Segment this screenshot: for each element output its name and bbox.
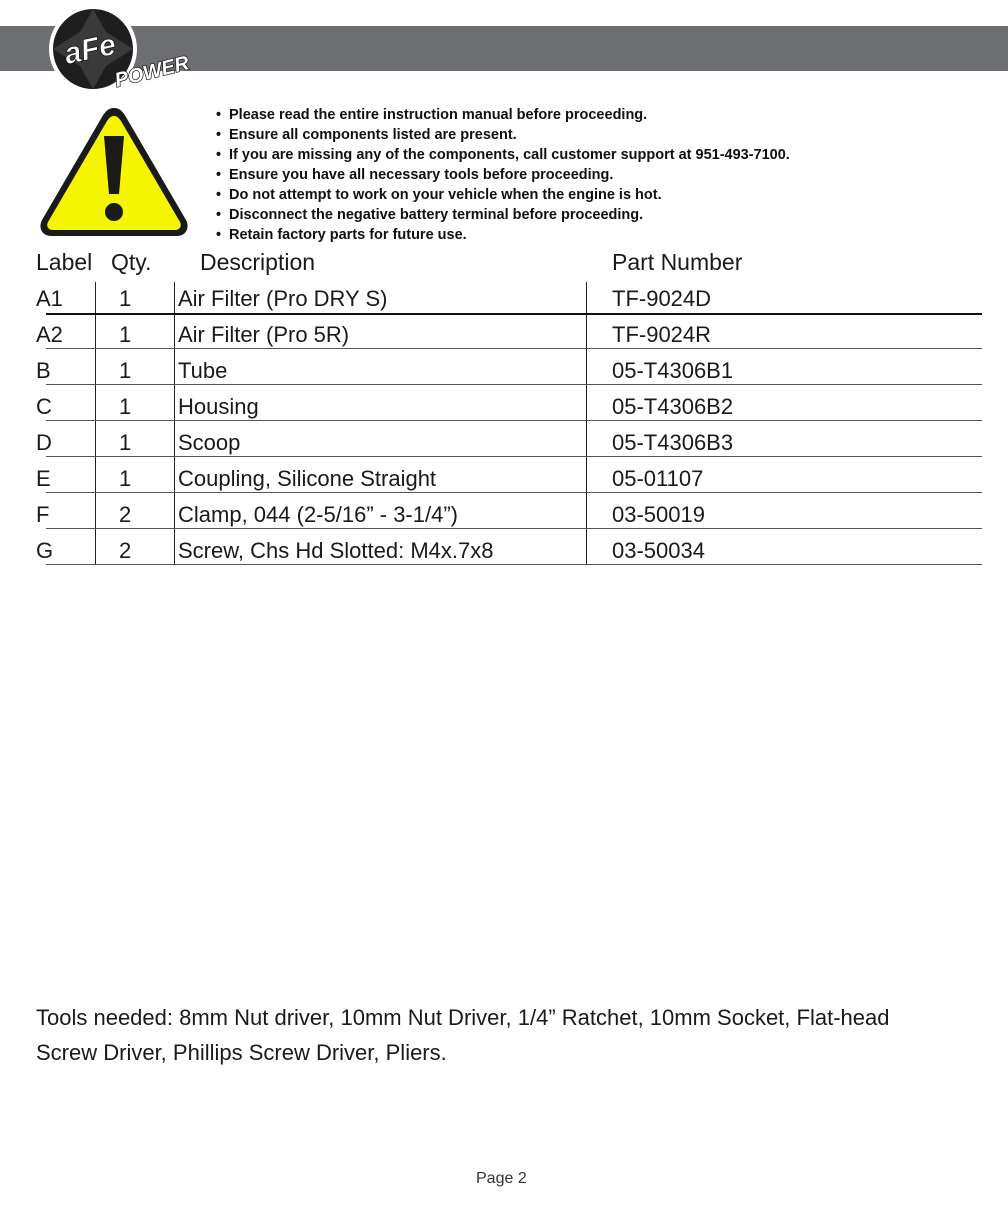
cell-description: Screw, Chs Hd Slotted: M4x.7x8 (178, 538, 494, 563)
bullet: • (216, 187, 222, 203)
page-number: Page 2 (476, 1170, 527, 1187)
warning-item-text: Ensure all components listed are present. (229, 127, 517, 143)
cell-description: Scoop (178, 430, 241, 455)
warning-item-text: Do not attempt to work on your vehicle when the engine is hot. (229, 187, 662, 203)
cell-label: E (36, 466, 51, 491)
column-divider (586, 282, 587, 565)
bullet: • (216, 227, 222, 243)
afe-power-logo (46, 2, 196, 96)
row-divider (46, 313, 982, 315)
logo-text-main: aFe (61, 28, 119, 72)
cell-label: F (36, 502, 50, 527)
cell-part-number: 03-50034 (612, 538, 705, 563)
bullet: • (216, 107, 222, 123)
cell-qty: 2 (119, 538, 132, 563)
bullet: • (216, 147, 222, 163)
warning-item (216, 105, 790, 125)
cell-qty: 1 (119, 358, 132, 383)
cell-description: Housing (178, 394, 259, 419)
logo-text-sub: POWER (112, 52, 192, 92)
cell-part-number: TF-9024D (612, 286, 712, 311)
row-divider (46, 384, 982, 385)
row-divider (46, 420, 982, 421)
header-part-number: Part Number (612, 249, 743, 275)
header-qty: Qty. (111, 249, 152, 275)
warning-item (216, 225, 790, 245)
row-divider (46, 528, 982, 529)
cell-part-number: 05-T4306B2 (612, 394, 734, 419)
bullet: • (216, 207, 222, 223)
cell-description: Air Filter (Pro DRY S) (178, 286, 388, 311)
cell-label: A2 (36, 322, 63, 347)
warning-item-text: Disconnect the negative battery terminal before proceeding. (229, 207, 644, 223)
warning-item-text: If you are missing any of the components, call customer support at 951-493-7100. (229, 147, 790, 163)
warning-item-text: Retain factory parts for future use. (229, 227, 467, 243)
cell-part-number: TF-9024R (612, 322, 712, 347)
cell-description: Tube (178, 358, 228, 383)
warning-item-text: Ensure you have all necessary tools before proceeding. (229, 167, 614, 183)
cell-label: D (36, 430, 52, 455)
warning-list (216, 105, 790, 245)
header-description: Description (200, 249, 316, 275)
cell-description: Coupling, Silicone Straight (178, 466, 437, 491)
cell-qty: 1 (119, 322, 132, 347)
bullet: • (216, 167, 222, 183)
cell-description: Clamp, 044 (2-5/16” - 3-1/4”) (178, 502, 458, 527)
cell-part-number: 05-01107 (612, 466, 704, 491)
warning-item (216, 165, 790, 185)
cell-qty: 1 (119, 394, 132, 419)
warning-item (216, 185, 790, 205)
cell-part-number: 05-T4306B1 (612, 358, 734, 383)
cell-qty: 1 (119, 430, 132, 455)
cell-qty: 2 (119, 502, 132, 527)
warning-item (216, 145, 790, 165)
row-divider (46, 492, 982, 493)
cell-qty: 1 (119, 466, 132, 491)
row-divider (46, 348, 982, 349)
cell-label: G (36, 538, 54, 563)
column-divider (95, 282, 96, 565)
cell-label: A1 (36, 286, 63, 311)
cell-part-number: 05-T4306B3 (612, 430, 734, 455)
row-divider (46, 456, 982, 457)
cell-label: B (36, 358, 51, 383)
cell-qty: 1 (119, 286, 132, 311)
warning-item (216, 205, 790, 225)
row-divider (46, 564, 982, 565)
cell-part-number: 03-50019 (612, 502, 705, 527)
column-divider (174, 282, 175, 565)
header-label: Label (36, 249, 93, 275)
warning-item (216, 125, 790, 145)
warning-item-text: Please read the entire instruction manual before proceeding. (229, 107, 648, 123)
cell-label: C (36, 394, 52, 419)
tools-needed-note: Tools needed: 8mm Nut driver, 10mm Nut Driver, 1/4” Ratchet, 10mm Socket, Flat-head Screw Driver, Phillips Screw Driver, Pliers. (36, 1005, 890, 1065)
cell-description: Air Filter (Pro 5R) (178, 322, 350, 347)
bullet: • (216, 127, 222, 143)
warning-triangle-icon (34, 102, 194, 242)
